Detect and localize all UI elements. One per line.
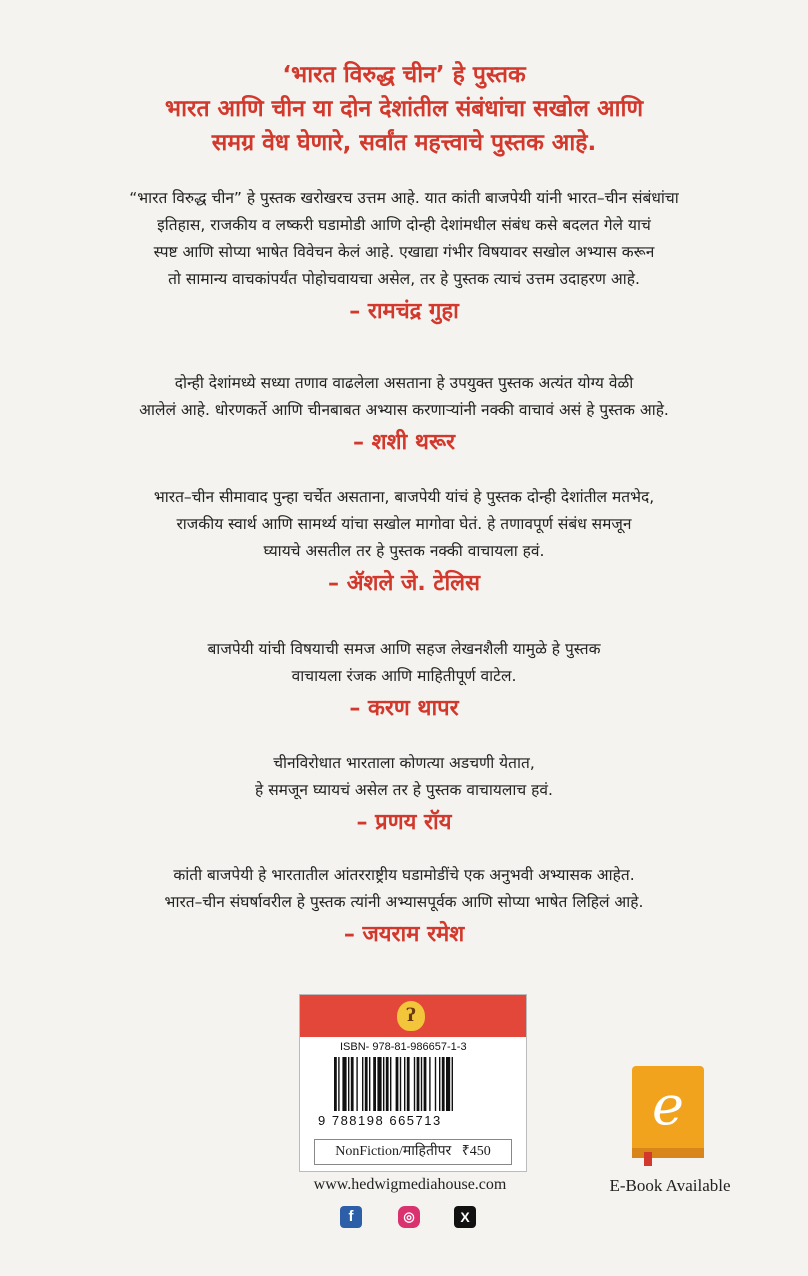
category-label: NonFiction/माहितीपर [335, 1144, 452, 1159]
review-line: बाजपेयी यांची विषयाची समज आणि सहज लेखनशैली यामुळे हे पुस्तक [207, 640, 601, 658]
review-author: – जयराम रमेश [343, 922, 465, 947]
facebook-icon[interactable]: f [340, 1206, 362, 1228]
review-block [0, 636, 808, 726]
instagram-icon[interactable]: ◎ [398, 1206, 420, 1228]
review-line: दोन्ही देशांमध्ये सध्या तणाव वाढलेला असताना हे उपयुक्त पुस्तक अत्यंत योग्य वेळी [174, 374, 634, 392]
ebook-spine [632, 1148, 704, 1158]
review-block [0, 750, 808, 840]
barcode-panel [299, 994, 527, 1172]
social-icons [0, 1206, 808, 1230]
price-line [314, 1139, 512, 1165]
review-block [0, 862, 808, 952]
review-line: घ्यायचे असतील तर हे पुस्तक नक्की वाचायला हवं. [263, 542, 545, 560]
ebook-icon [632, 1066, 704, 1158]
review-line: इतिहास, राजकीय व लष्करी घडामोडी आणि दोन्ही देशांमधील संबंध कसे बदलत गेले याचं [157, 216, 651, 234]
headline-line: ‘भारत विरुद्ध चीन’ हे पुस्तक [282, 62, 526, 88]
review-line: तो सामान्य वाचकांपर्यंत पोहोचवायचा असेल, तर हे पुस्तक त्याचं उत्तम उदाहरण आहे. [168, 270, 640, 288]
review-author: – प्रणय रॉय [356, 810, 452, 835]
price-label: ₹450 [461, 1144, 491, 1159]
review-block [0, 370, 808, 460]
review-line: स्पष्ट आणि सोप्या भाषेत विवेचन केलं आहे. एखाद्या गंभीर विषयावर सखोल अभ्यास करून [153, 243, 655, 261]
publisher-website[interactable]: www.hedwigmediahouse.com [313, 1176, 507, 1193]
review-author: – शशी थरूर [352, 430, 456, 455]
headline-line: भारत आणि चीन या दोन देशांतील संबंधांचा सखोल आणि [164, 96, 644, 122]
review-line: भारत–चीन संघर्षावरील हे पुस्तक त्यांनी अभ्यासपूर्वक आणि सोप्या भाषेत लिहिलं आहे. [164, 893, 644, 911]
ebook-letter-icon: e [652, 1074, 684, 1137]
ebook-available-label: E-Book Available [609, 1176, 731, 1195]
publisher-logo-icon: ʔ [397, 1001, 425, 1031]
review-line: “भारत विरुद्ध चीन” हे पुस्तक खरोखरच उत्तम आहे. यात कांती बाजपेयी यांनी भारत–चीन संबंधांचा [129, 189, 679, 207]
review-block [0, 185, 808, 329]
review-author: – ॲशले जे. टेलिस [328, 571, 480, 596]
headline-line: समग्र वेध घेणारे, सर्वांत महत्त्वाचे पुस्तक आहे. [211, 130, 597, 156]
publisher-band [300, 995, 526, 1037]
barcode-icon [334, 1057, 504, 1111]
review-line: आलेलं आहे. धोरणकर्ते आणि चीनबाबत अभ्यास करणाऱ्यांनी नक्की वाचावं असं हे पुस्तक आहे. [139, 401, 669, 419]
review-line: वाचायला रंजक आणि माहितीपूर्ण वाटेल. [291, 667, 517, 685]
isbn-text: ISBN- 978-81-986657-1-3 [340, 1041, 467, 1053]
review-line: चीनविरोधात भारताला कोणत्या अडचणी येतात, [273, 754, 535, 772]
review-line: भारत–चीन सीमावाद पुन्हा चर्चेत असताना, बाजपेयी यांचं हे पुस्तक दोन्ही देशांतील मतभेद, [153, 488, 655, 506]
ebook-ribbon [644, 1152, 652, 1166]
review-author: – रामचंद्र गुहा [349, 299, 459, 324]
review-author: – करण थापर [349, 696, 459, 721]
x-twitter-icon[interactable]: X [454, 1206, 476, 1228]
review-block [0, 484, 808, 601]
barcode-number: 9 788198 665713 [318, 1113, 442, 1128]
cover-headline [0, 58, 808, 160]
review-line: हे समजून घ्यायचं असेल तर हे पुस्तक वाचायलाच हवं. [255, 781, 553, 799]
review-line: राजकीय स्वार्थ आणि सामर्थ्य यांचा सखोल मागोवा घेतं. हे तणावपूर्ण संबंध समजून [176, 515, 632, 533]
review-line: कांती बाजपेयी हे भारतातील आंतरराष्ट्रीय घडामोडींचे एक अनुभवी अभ्यासक आहेत. [173, 866, 635, 884]
